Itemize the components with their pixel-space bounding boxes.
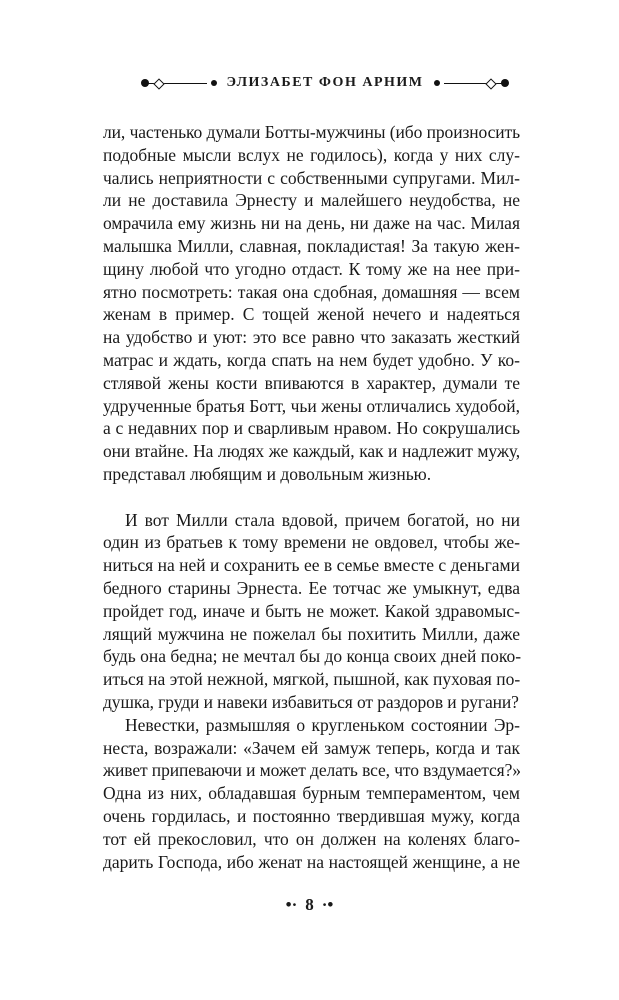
text-line: душка, груди и навеки избавиться от раздоров и ругани? <box>103 691 519 712</box>
text-line: омрачила ему жизнь ни на день, ни даже на час. Милая <box>103 213 520 234</box>
ornament-right-icon: ·• <box>321 895 334 914</box>
running-header <box>145 72 505 94</box>
text-line: они втайне. На людях же каждый, как и надлежит мужу, <box>103 441 520 462</box>
text-line: удрученные братья Ботт, чьи жены отличались худобой, <box>103 395 520 416</box>
text-line: дарить Господа, ибо женат на настоящей женщине, а не <box>103 851 520 872</box>
text-line: неста, возражали: «Зачем ей замуж теперь, когда и так <box>103 737 520 758</box>
ornament-left-icon <box>145 83 207 84</box>
text-line: щину любой что угодно отдаст. К тому же на нее при- <box>103 258 520 279</box>
paragraph-gap <box>103 486 520 509</box>
text-line: очень гордилась, и постоянно твердившая мужу, когда <box>103 805 520 826</box>
text-line: один из братьев к тому времени не овдовел, чтобы же- <box>103 532 520 553</box>
text-line: малышка Милли, славная, покладистая! За такую жен- <box>103 235 520 256</box>
running-title: ЭЛИЗАБЕТ ФОН АРНИМ <box>226 75 424 90</box>
text-line: Невестки, размышляя о кругленьком состоянии Эр- <box>125 714 520 735</box>
text-line: а с недавних пор и сварливым нравом. Но сокрушались <box>103 418 520 439</box>
text-line: матрас и ждать, когда спать на нем будет удобно. У ко- <box>103 349 520 370</box>
text-line: ниться на ней и сохранить ее в семье вместе с деньгами <box>103 555 520 576</box>
text-line: чались неприятности с собственными супругами. Мил- <box>103 167 520 188</box>
text-line: подобные мысли вслух не годилось), когда у них слу- <box>103 144 520 165</box>
text-line: иться на этой нежной, мягкой, пышной, как пуховая по- <box>103 669 521 690</box>
text-line: женам в пример. С тощей женой нечего и надеяться <box>103 304 520 325</box>
page-number-footer <box>0 894 619 916</box>
ornament-dot-icon <box>211 80 217 86</box>
text-line: ли не доставила Эрнесту и малейшего неудобства, не <box>103 190 520 211</box>
ornament-left-icon: •· <box>285 895 298 914</box>
body-text <box>103 121 520 873</box>
page-number: 8 <box>305 895 314 914</box>
text-line: живет припеваючи и может делать все, что вздумается?» <box>103 760 521 781</box>
text-line: на удобство и уют: это все равно что заказать жесткий <box>103 327 520 348</box>
text-line: Одна из них, обладавшая бурным темпераментом, чем <box>103 783 520 804</box>
text-line: ятно посмотреть: такая она сдобная, домашняя — всем <box>103 281 520 302</box>
text-line: ли, частенько думали Ботты-мужчины (ибо произносить <box>103 122 520 142</box>
text-line: И вот Милли стала вдовой, причем богатой, но ни <box>125 509 520 530</box>
text-line: представал любящим и довольным жизнью. <box>103 463 432 484</box>
ornament-dot-icon <box>434 80 440 86</box>
text-line: будь она бедна; не мечтал бы до конца своих дней поко- <box>103 646 522 667</box>
text-line: пройдет год, иначе и быть не может. Какой здравомыс- <box>103 600 520 621</box>
text-line: стлявой жены кости впиваются в характер, думали те <box>103 372 520 393</box>
text-line: лящий мужчина не пожелал бы похитить Милли, даже <box>103 623 520 644</box>
ornament-right-icon <box>444 83 506 84</box>
text-line: тот ей прекословил, что он должен на коленях благо- <box>103 828 520 849</box>
text-line: бедного старины Эрнеста. Ее тотчас же умыкнут, едва <box>103 577 520 598</box>
